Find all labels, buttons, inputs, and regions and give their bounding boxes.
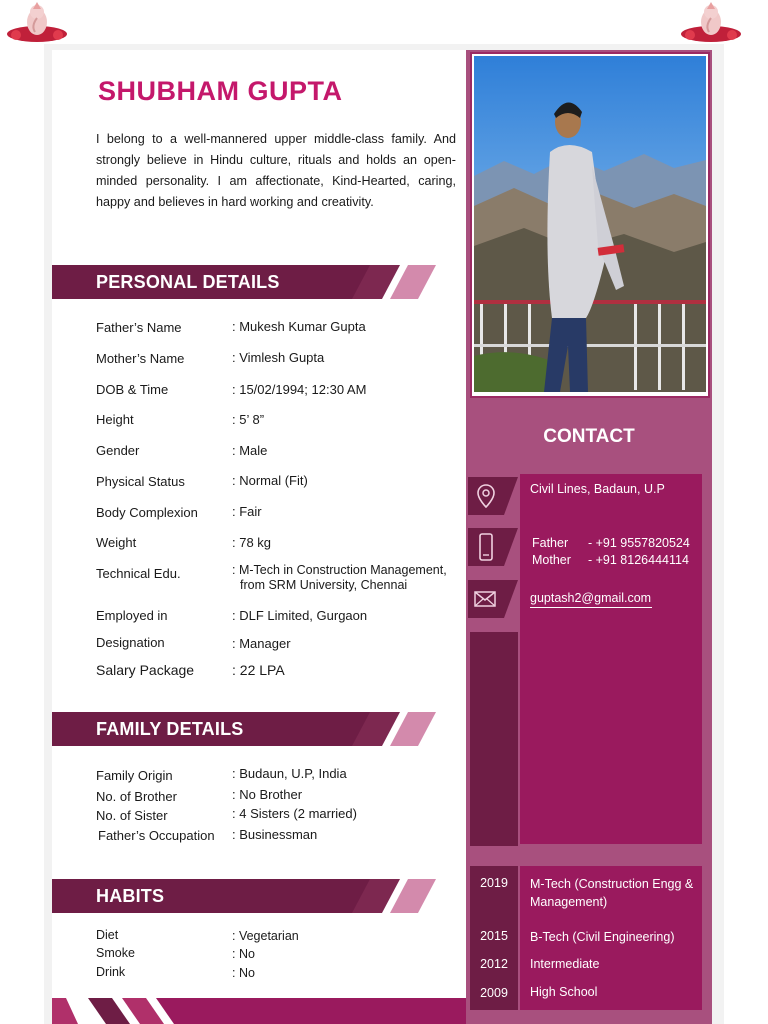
dob-label: DOB & Time [96,382,169,397]
envelope-icon [474,590,496,608]
bottom-stripes [52,998,466,1024]
body-complexion-value: : Fair [232,504,262,519]
technical-edu-value-line2: from SRM University, Chennai [240,578,408,592]
diet-value: : Vegetarian [232,929,299,943]
address-text: Civil Lines, Badaun, U.P [530,482,665,496]
profile-photo [474,56,706,392]
smoke-value: : No [232,947,255,961]
employed-in-label: Employed in [96,608,168,623]
dob-value: : 15/02/1994; 12:30 AM [232,382,367,397]
technical-edu-value: : M-Tech in Construction Management, [232,563,447,577]
education-year: 2009 [480,986,508,1000]
family-origin-label: Family Origin [96,768,173,783]
fathers-occupation-value: : Businessman [232,827,318,842]
no-of-brother-value: : No Brother [232,787,303,802]
mothers-name-value: : Vimlesh Gupta [232,350,325,365]
father-phone-label: Father [532,536,569,550]
education-degree: B-Tech (Civil Engineering) [530,930,675,944]
body-complexion-label: Body Complexion [96,505,198,520]
drink-value: : No [232,966,255,980]
designation-label: Designation [96,635,165,650]
employed-in-value: : DLF Limited, Gurgaon [232,608,368,623]
family-details-title: FAMILY DETAILS [96,719,244,739]
salary-package-value: : 22 LPA [232,662,285,678]
family-origin-value: : Budaun, U.P, India [232,766,347,781]
physical-status-label: Physical Status [96,474,185,489]
gender-value: : Male [232,443,268,458]
education-degree: Intermediate [530,957,600,971]
no-of-sister-label: No. of Sister [96,808,168,823]
salary-package-label: Salary Package [96,662,195,678]
side-strip [470,632,518,846]
fathers-occupation-label: Father’s Occupation [98,828,215,843]
designation-value: : Manager [232,636,291,651]
email-link[interactable]: guptash2@gmail.com [530,591,652,608]
location-pin-icon [476,483,496,509]
education-year: 2012 [480,957,508,971]
gender-label: Gender [96,443,140,458]
mother-phone-number[interactable]: - +91 8126444114 [588,553,689,567]
education-degree: M-Tech (Construction Engg & Management) [530,877,694,909]
physical-status-value: : Normal (Fit) [232,473,308,488]
drink-label: Drink [96,965,126,979]
education-year: 2019 [480,876,508,890]
diet-label: Diet [96,928,119,942]
contact-title: CONTACT [543,426,635,447]
ganesha-icon [2,0,72,46]
no-of-brother-label: No. of Brother [96,789,177,804]
father-phone-number[interactable]: - +91 9557820524 [588,536,690,550]
mothers-name-label: Mother’s Name [96,351,185,366]
fathers-name-label: Father’s Name [96,320,182,335]
height-value: : 5’ 8” [232,412,265,427]
mother-phone-label: Mother [532,553,571,567]
no-of-sister-value: : 4 Sisters (2 married) [232,806,357,821]
weight-value: : 78 kg [232,535,272,550]
education-year: 2015 [480,929,508,943]
personal-details-title: PERSONAL DETAILS [96,272,280,292]
intro-paragraph: I belong to a well-mannered upper middle-class family. And strongly believe in Hindu culture, rituals and holds an open-minded personality. I am affectionate, Kind-Hearted, caring, happy and believes in hard working and creativity. [96,132,456,209]
fathers-name-value: : Mukesh Kumar Gupta [232,319,366,334]
mobile-phone-icon [478,533,494,561]
contact-panel [520,474,702,844]
height-label: Height [96,412,134,427]
weight-label: Weight [96,535,137,550]
ganesha-icon [676,0,746,46]
habits-title: HABITS [96,886,165,906]
smoke-label: Smoke [96,946,135,960]
technical-edu-label: Technical Edu. [96,566,181,581]
education-degree: High School [530,985,598,999]
candidate-name: SHUBHAM GUPTA [98,76,343,106]
